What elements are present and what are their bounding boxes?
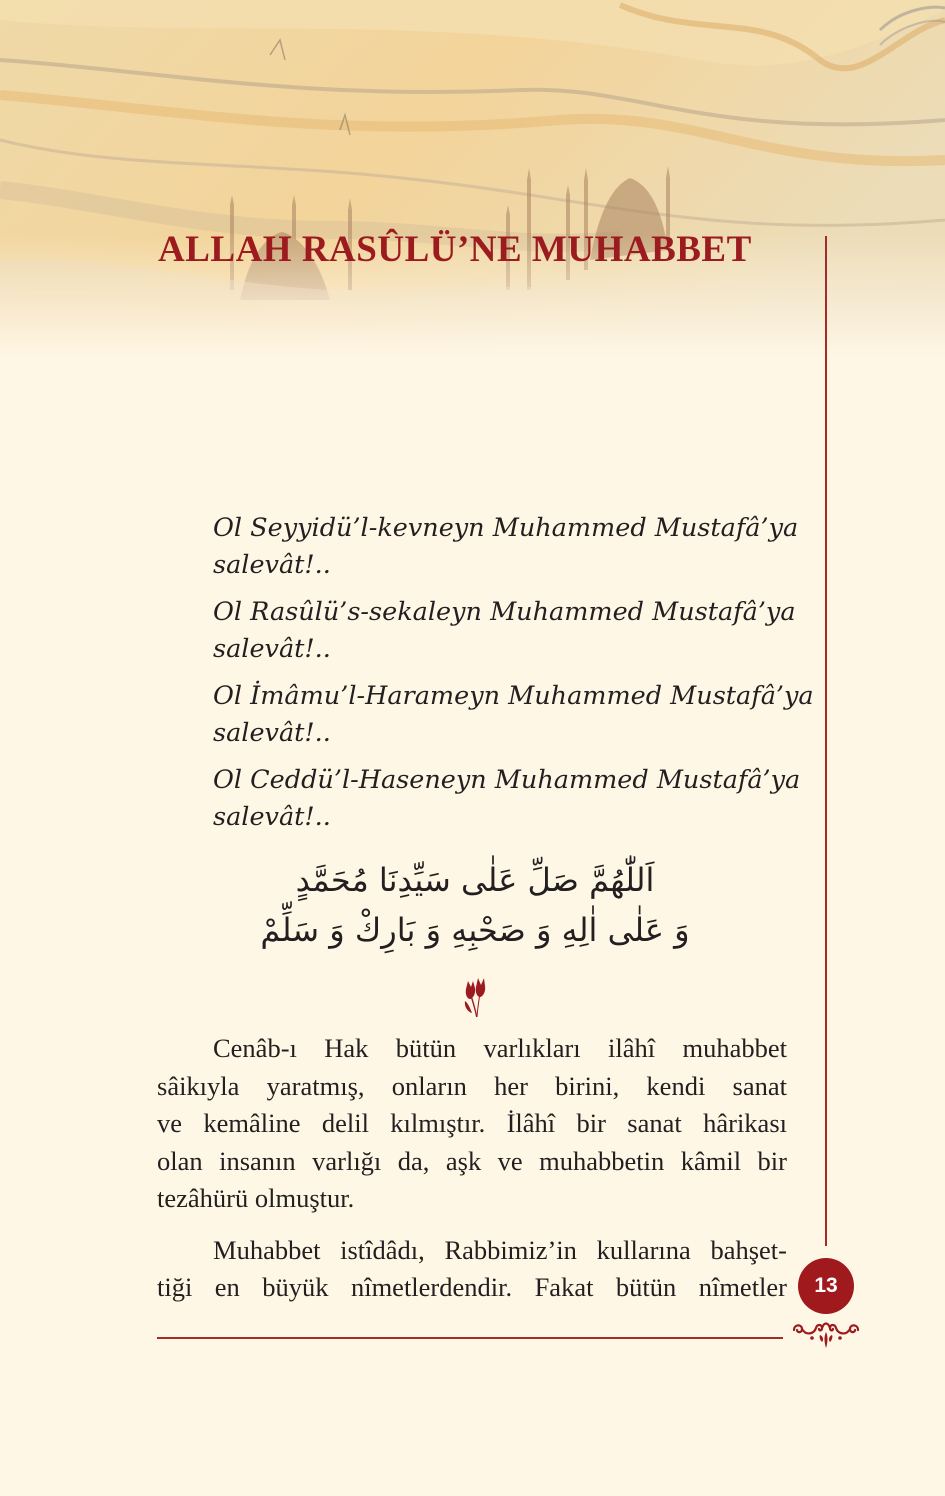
verse-line: Ol Ceddü’l-Haseneyn Muhammed Mustafâ’ya <box>213 765 801 795</box>
verse <box>213 594 813 668</box>
verse <box>213 762 813 836</box>
text-line: ve kemâline delil kılmıştır. İlâhî bir sanat hârikası <box>157 1108 787 1138</box>
scroll-ornament-icon <box>790 1318 862 1352</box>
text-line: olan insanın varlığı da, aşk ve muhabbetin kâmil bir <box>157 1145 787 1176</box>
header-illustration <box>0 0 945 360</box>
vertical-rule <box>825 236 827 1246</box>
text-line: Muhabbet istîdâdı, Rabbimiz’in kullarına bahşet- <box>213 1234 787 1265</box>
text-line: tiği en büyük nîmetlerdendir. Fakat bütün nîmetler <box>157 1272 787 1302</box>
arabic-line: اَللّٰهُمَّ صَلِّ عَلٰى سَيِّدِنَا مُحَمَّدٍ <box>295 861 655 899</box>
salawat-verses <box>213 510 813 846</box>
paragraph <box>157 1030 787 1218</box>
verse <box>213 510 813 584</box>
verse-line: salevât!.. <box>213 550 331 580</box>
arabic-line: وَ عَلٰى اٰلِهِ وَ صَحْبِهِ وَ بَارِكْ وَ سَلِّمْ <box>260 911 690 949</box>
text-line: tezâhürü olmuştur. <box>157 1183 355 1213</box>
footer-rule <box>157 1337 783 1339</box>
marbled-sky-with-mosque-silhouettes-icon <box>0 0 945 360</box>
body-text <box>157 1030 787 1321</box>
text-line: Cenâb-ı Hak bütün varlıkları ilâhî muhabbet <box>213 1033 787 1063</box>
verse-line: Ol Rasûlü’s-sekaleyn Muhammed Mustafâ’ya <box>213 597 796 627</box>
verse-line: salevât!.. <box>213 718 331 748</box>
page-number-badge: 13 <box>798 1258 854 1314</box>
verse-line: Ol İmâmu’l-Harameyn Muhammed Mustafâ’ya <box>213 681 814 711</box>
paragraph <box>157 1232 787 1307</box>
arabic-salawat <box>250 855 700 955</box>
verse <box>213 678 813 752</box>
tulip-icon <box>458 975 498 1019</box>
verse-line: salevât!.. <box>213 802 331 832</box>
verse-line: Ol Seyyidü’l-kevneyn Muhammed Mustafâ’ya <box>213 513 799 543</box>
page-title: ALLAH RASÛLÜ’NE MUHABBET <box>158 229 752 270</box>
verse-line: salevât!.. <box>213 634 331 664</box>
text-line: sâikıyla yaratmış, onların her birini, kendi sanat <box>157 1070 787 1101</box>
